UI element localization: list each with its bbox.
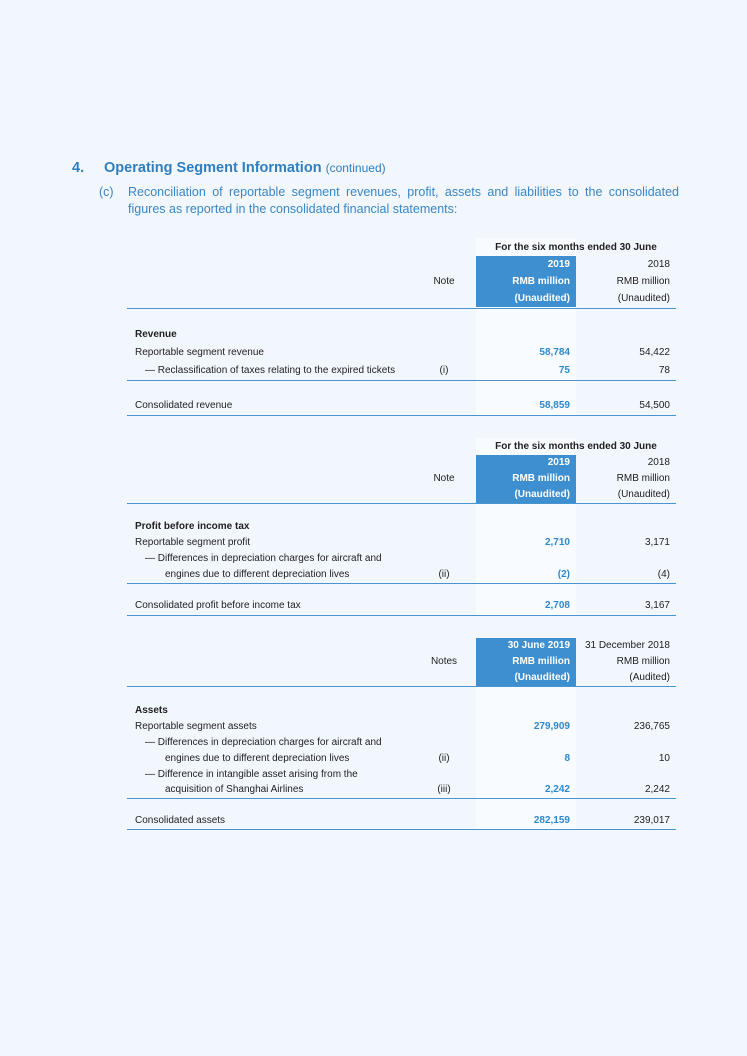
- note-header: Note: [433, 276, 455, 287]
- prior-status-header: (Unaudited): [617, 293, 670, 304]
- table-row: engines due to different depreciation lives (ii) 8 10: [165, 753, 670, 764]
- table-row: Reportable segment profit 2,710 3,171: [135, 537, 670, 548]
- table-row: — Difference in intangible asset arising from the: [145, 769, 358, 780]
- period-header: For the six months ended 30 June: [495, 441, 657, 452]
- table-row: — Reclassification of taxes relating to the expired tickets (i) 75 78: [145, 365, 670, 376]
- assets-table: [127, 638, 676, 832]
- current-unit-header: RMB million: [512, 656, 570, 667]
- period-header: For the six months ended 30 June: [495, 242, 657, 253]
- current-unit-header: RMB million: [512, 276, 570, 287]
- current-year-header: 2019: [547, 259, 570, 270]
- current-year-header: 2019: [547, 457, 570, 468]
- table-row: engines due to different depreciation lives (ii) (2) (4): [165, 569, 670, 580]
- current-date-header: 30 June 2019: [507, 640, 570, 651]
- table-row: — Differences in depreciation charges for aircraft and: [145, 737, 382, 748]
- header-rule: [127, 308, 676, 309]
- current-status-header: (Unaudited): [514, 672, 570, 683]
- total-rule: [127, 615, 676, 616]
- subsection-text: Reconciliation of reportable segment revenues, profit, assets and liabilities to the consolidated figures as reported in the consolidated financial statements:: [128, 185, 679, 216]
- section-label: Assets: [135, 705, 168, 716]
- profit-table: [127, 438, 676, 618]
- subsection-intro: [99, 184, 679, 218]
- section-title: Operating Segment Information: [104, 160, 322, 176]
- prior-unit-header: RMB million: [616, 656, 670, 667]
- prior-year-header: 2018: [647, 259, 670, 270]
- prior-date-header: 31 December 2018: [584, 640, 670, 651]
- note-header: Notes: [430, 656, 458, 667]
- total-rule: [127, 829, 676, 830]
- current-unit-header: RMB million: [512, 473, 570, 484]
- total-row: Consolidated assets 282,159 239,017: [135, 815, 670, 826]
- subtotal-rule: [127, 583, 676, 584]
- prior-unit-header: RMB million: [616, 276, 670, 287]
- header-rule: [127, 686, 676, 687]
- subtotal-rule: [127, 380, 676, 381]
- table-row: acquisition of Shanghai Airlines (iii) 2,242 2,242: [165, 784, 670, 795]
- current-status-header: (Unaudited): [514, 293, 570, 304]
- prior-status-header: (Unaudited): [617, 489, 670, 500]
- table-row: — Differences in depreciation charges for aircraft and: [145, 553, 382, 564]
- header-rule: [127, 503, 676, 504]
- current-status-header: (Unaudited): [514, 489, 570, 500]
- table-row: Reportable segment revenue 58,784 54,422: [135, 347, 670, 358]
- total-row: Consolidated profit before income tax 2,708 3,167: [135, 600, 670, 611]
- total-rule: [127, 415, 676, 416]
- total-row: Consolidated revenue 58,859 54,500: [135, 400, 670, 411]
- continued-label: (continued): [325, 161, 386, 175]
- section-label: Revenue: [135, 329, 177, 340]
- subsection-label: (c): [99, 185, 114, 199]
- section-number: 4.: [72, 160, 85, 176]
- section-label: Profit before income tax: [135, 521, 250, 532]
- table-row: Reportable segment assets 279,909 236,765: [135, 721, 670, 732]
- note-header: Note: [433, 473, 455, 484]
- subtotal-rule: [127, 798, 676, 799]
- section-heading: [72, 160, 692, 176]
- prior-status-header: (Audited): [629, 672, 670, 683]
- revenue-table: [127, 238, 676, 418]
- prior-unit-header: RMB million: [616, 473, 670, 484]
- prior-year-header: 2018: [647, 457, 670, 468]
